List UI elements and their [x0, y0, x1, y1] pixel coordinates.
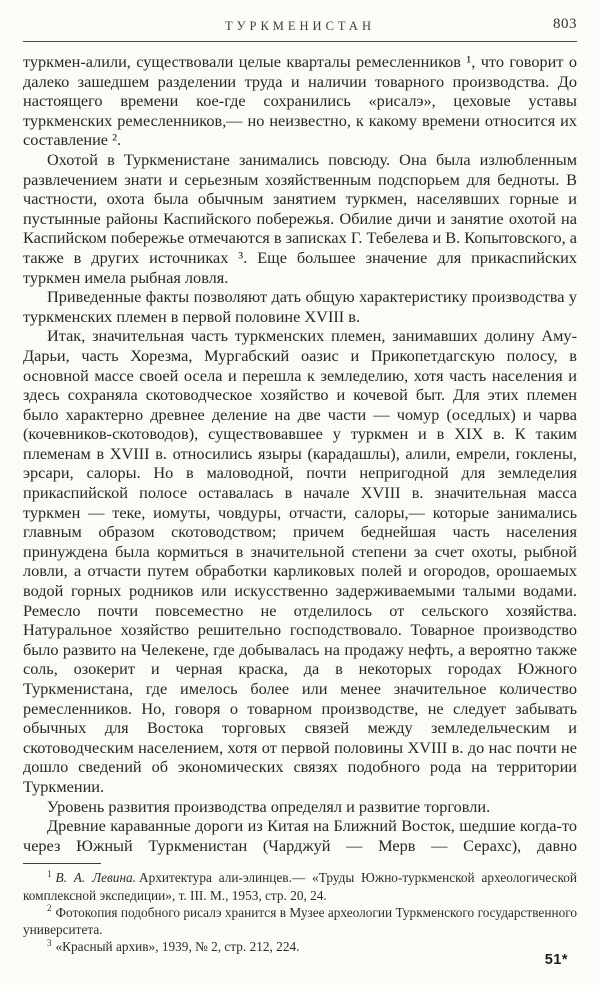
- paragraph-facts: Приведенные факты позволяют дать общую характеристику производства у туркменских племен в первой половине XVIII в.: [23, 287, 577, 326]
- paragraph-continuation: туркмен-алили, существовали целые кварталы ремесленников ¹, что говорит о далеко зашедшем разделении труда и наличии товарного производства. До настоящего времени кое-где сохранились «рисалэ», цеховые уставы туркменских ремесленников,— но неизвестно, к какому времени относится их составление ².: [23, 52, 577, 150]
- footnote-author: В. А. Левина.: [55, 870, 137, 886]
- footnote-separator: [23, 863, 101, 864]
- paragraph-caravan-roads: Древние караванные дороги из Китая на Ближний Восток, шедшие когда-то через Южный Туркменистан (Чарджуй — Мерв — Серахс), давно: [23, 816, 577, 855]
- footnote-marker: 3: [47, 937, 52, 948]
- running-head: [23, 15, 577, 38]
- footnote-1: [23, 869, 577, 903]
- running-title: ТУРКМЕНИСТАН: [225, 19, 375, 33]
- footnote-3: [23, 938, 577, 955]
- footnotes-section: [23, 869, 577, 955]
- paragraph-hunting: Охотой в Туркменистане занимались повсюду. Она была излюбленным развлечением знати и серьезным хозяйственным подспорьем для бедноты. В частности, охота была обычным занятием туркмен, населявших горные и пустынные районы Каспийского побережья. Обилие дичи и занятие охотой на Каспийском побережье отмечаются в записках Г. Тебелева и В. Копытовского, а также в других источниках ³. Еще большее значение для прикаспийских туркмен имела рыбная ловля.: [23, 149, 577, 287]
- paragraph-tribes: Итак, значительная часть туркменских племен, занимавших долину Аму-Дарьи, часть Хорезма, Мургабский оазис и Прикопетдагскую полосу, в основной массе своей осела и перешла к земледелию, хотя часть населения и здесь сохраняла скотоводческое хозяйство и кочевой быт. Для этих племен было характерно древнее деление на две части — чомур (оседлых) и чарва (кочевников-скотоводов), существовавшее у туркмен и в XIX в. К таким племенам в XVIII в. относились языры (карадашлы), алили, емрели, гоклены, эрсари, салоры. Но в маловодной, почти непригодной для земледелия прикаспийской полосе оставалась в начале XVIII в. значительная масса туркмен — теке, иомуты, човдуры, отчасти, салоры,— которые занимались главным образом скотоводством; причем беднейшая часть населения принуждена была кормиться в значительной степени за счет охоты, рыбной ловли, а отчасти путем обработки карликовых полей и огородов, орошаемых водой горных родников или искусственно задерживаемыми талыми водами. Ремесло почти повсеместно не отделилось от сельского хозяйства. Натуральное хозяйство решительно господствовало. Товарное производство было развито на Челекене, где добывалась на продажу нефть, а вероятно также соль, озокерит и черная краска, да в некоторых городах Южного Туркменистана, где имелось более или менее значительное количество ремесленников. Но, говоря о товарном производстве, не следует забывать обычных для Востока торговых связей между земледельческим и скотоводческим населением, хотя от первой половины XVIII в. до нас почти не дошло сведений об экономических связях подобного рода на территории Туркмении.: [23, 326, 577, 796]
- footnote-text: Фотокопия подобного рисалэ хранится в Музее археологии Туркменского государственного университета.: [23, 904, 577, 937]
- page-number: 803: [553, 16, 577, 32]
- body-text: [23, 52, 577, 855]
- footnote-text: Архитектура али-элинцев.— «Труды Южно-туркменской археологической комплексной экспедиции», т. III. М., 1953, стр. 20, 24.: [23, 870, 577, 903]
- footnote-marker: 2: [47, 903, 52, 914]
- footnote-text: «Красный архив», 1939, № 2, стр. 212, 224.: [55, 939, 300, 955]
- printer-signature: 51*: [544, 952, 568, 968]
- footnote-marker: 1: [47, 868, 52, 879]
- paragraph-trade-level: Уровень развития производства определял и развитие торговли.: [47, 796, 491, 816]
- header-rule: [23, 41, 577, 42]
- footnote-2: [23, 904, 577, 938]
